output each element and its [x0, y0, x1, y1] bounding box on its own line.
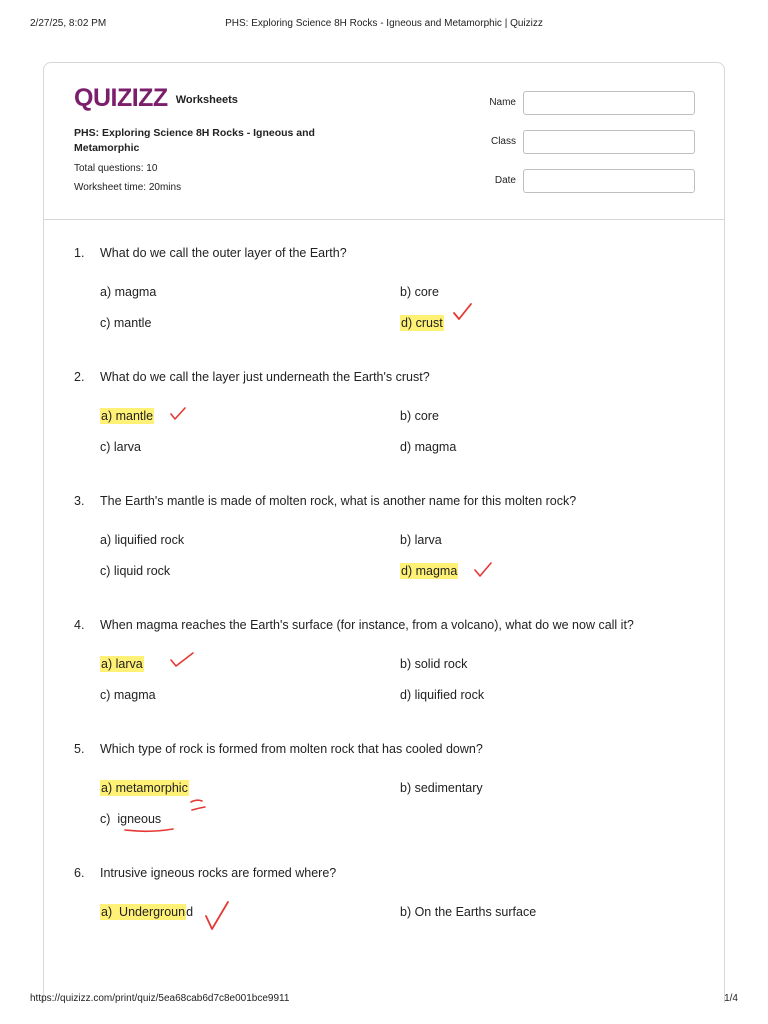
- question-number: 4.: [74, 618, 85, 632]
- checkmark-icon: [170, 652, 194, 668]
- option-a-rest: d: [186, 905, 194, 919]
- underline-mark: [124, 826, 174, 834]
- brand: [74, 83, 238, 113]
- option-a-highlighted: a) Undergroun: [101, 905, 186, 919]
- checkmark-icon: [452, 302, 474, 324]
- print-date: 2/27/25, 8:02 PM: [30, 18, 107, 29]
- option-c: c) larva: [100, 440, 141, 454]
- question-text: Intrusive igneous rocks are formed where?: [100, 866, 337, 880]
- option-b: b) larva: [400, 533, 442, 547]
- worksheet-title: PHS: Exploring Science 8H Rocks - Igneous and Metamorphic: [74, 127, 315, 154]
- name-label: Name: [489, 97, 516, 108]
- question-number: 5.: [74, 742, 85, 756]
- option-d-selected: d) magma: [401, 564, 458, 578]
- option-c: c) mantle: [100, 316, 152, 330]
- option-a-highlighted: a) metamorphic: [101, 781, 188, 795]
- date-field[interactable]: [523, 169, 695, 193]
- option-d-selected: d) crust: [401, 316, 443, 330]
- checkmark-icon: [474, 562, 492, 578]
- option-c: [100, 812, 161, 826]
- question-text: The Earth's mantle is made of molten rock, what is another name for this molten rock?: [100, 494, 577, 508]
- option-c-word: igneous: [117, 812, 162, 826]
- quizizz-logo: QUIZIZZ: [74, 84, 168, 112]
- option-c-prefix: c): [100, 812, 118, 826]
- option-b: b) solid rock: [400, 657, 468, 671]
- question-number: 1.: [74, 246, 85, 260]
- option-c: c) liquid rock: [100, 564, 171, 578]
- class-field[interactable]: [523, 130, 695, 154]
- question-text: When magma reaches the Earth's surface (for instance, from a volcano), what do we now call it?: [100, 618, 634, 632]
- name-field[interactable]: [523, 91, 695, 115]
- option-a-selected: a) mantle: [101, 409, 154, 423]
- date-label: Date: [494, 175, 516, 186]
- option-d: d) magma: [400, 440, 457, 454]
- question-text: What do we call the layer just underneath the Earth's crust?: [100, 370, 430, 384]
- print-url: https://quizizz.com/print/quiz/5ea68cab6d7c8e001bce9911: [30, 993, 290, 1004]
- equals-mark: [189, 798, 207, 814]
- print-footer: [30, 993, 738, 1007]
- print-header: [30, 18, 738, 32]
- option-a: [100, 905, 193, 919]
- class-label: Class: [490, 136, 516, 147]
- option-b: b) core: [400, 409, 439, 423]
- worksheet-header: [44, 63, 724, 220]
- option-b: b) sedimentary: [400, 781, 483, 795]
- option-b: b) core: [400, 285, 439, 299]
- print-title: PHS: Exploring Science 8H Rocks - Igneous and Metamorphic | Quizizz: [225, 18, 543, 29]
- page-number: 1/4: [724, 993, 738, 1004]
- question-number: 2.: [74, 370, 85, 384]
- question-text: Which type of rock is formed from molten rock that has cooled down?: [100, 742, 483, 756]
- question-number: 6.: [74, 866, 85, 880]
- worksheet-card: [43, 62, 725, 1003]
- checkmark-icon: [170, 407, 186, 421]
- option-c: c) magma: [100, 688, 156, 702]
- option-b: b) On the Earths surface: [400, 905, 537, 919]
- option-a-selected: a) larva: [101, 657, 143, 671]
- question-text: What do we call the outer layer of the Earth?: [100, 246, 347, 260]
- question-number: 3.: [74, 494, 85, 508]
- worksheets-label: Worksheets: [175, 94, 238, 106]
- option-a: a) magma: [100, 285, 157, 299]
- option-a: a) liquified rock: [100, 533, 185, 547]
- option-d: d) liquified rock: [400, 688, 485, 702]
- worksheet-time: Worksheet time: 20mins: [74, 182, 182, 193]
- checkmark-icon: [204, 900, 230, 932]
- total-questions: Total questions: 10: [74, 163, 158, 174]
